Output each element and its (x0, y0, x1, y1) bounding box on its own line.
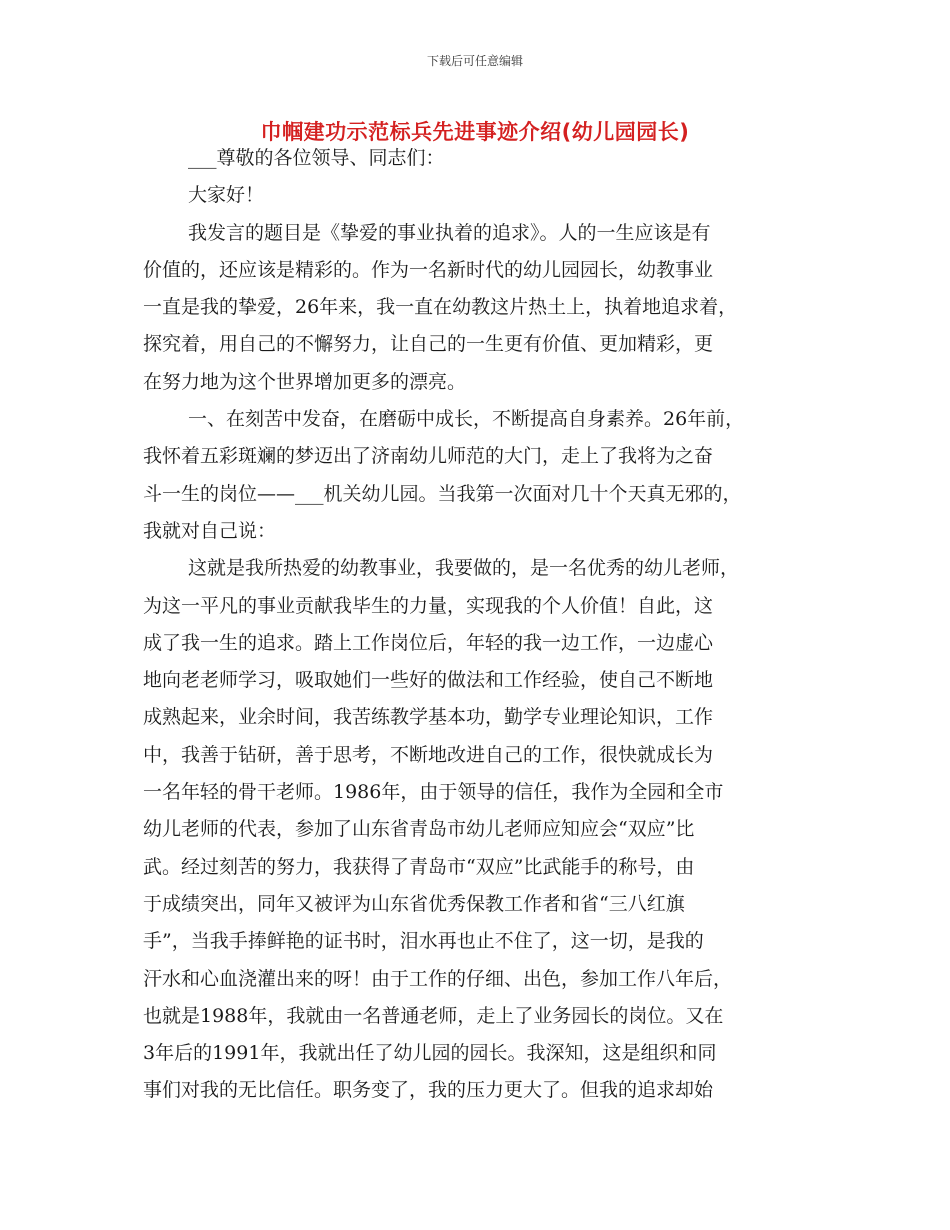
paragraph-line: 武。经过刻苦的努力，我获得了青岛市“双应”比武能手的称号，由 (143, 855, 695, 878)
paragraph-line: 中，我善于钻研，善于思考，不断地改进自己的工作，很快就成长为 (143, 743, 714, 766)
greeting-line: 大家好！ (188, 184, 265, 207)
paragraph-line: 一、在刻苦中发奋，在磨砺中成长，不断提高自身素养。26年前， (188, 408, 745, 431)
paragraph-line: 一直是我的挚爱，26年来，我一直在幼教这片热土上，执着地追求着， (143, 296, 738, 319)
paragraph-line: 汗水和心血浇灌出来的呀！由于工作的仔细、出色，参加工作八年后， (143, 967, 733, 990)
paragraph-line: 地向老老师学习，吸取她们一些好的做法和工作经验，使自己不断地 (143, 669, 714, 692)
paragraph-line: 在努力地为这个世界增加更多的漂亮。 (143, 370, 467, 393)
paragraph-line: 价值的，还应该是精彩的。作为一名新时代的幼儿园园长，幼教事业 (143, 258, 714, 281)
paragraph-line: 手”，当我手捧鲜艳的证书时，泪水再也止不住了，这一切，是我的 (143, 930, 704, 953)
salutation-line: ___尊敬的各位领导、同志们： (188, 147, 445, 169)
paragraph-line: 幼儿老师的代表，参加了山东省青岛市幼儿老师应知应会“双应”比 (143, 818, 695, 841)
paragraph-line: 我发言的题目是《挚爱的事业执着的追求》。人的一生应该是有 (188, 221, 711, 244)
paragraph-line: 我怀着五彩斑斓的梦迈出了济南幼儿师范的大门，走上了我将为之奋 (143, 445, 714, 468)
paragraph-line: 探究着，用自己的不懈努力，让自己的一生更有价值、更加精彩，更 (143, 333, 714, 356)
paragraph-line: 3年后的1991年，我就出任了幼儿园的园长。我深知，这是组织和同 (143, 1042, 717, 1065)
document-title: 巾帼建功示范标兵先进事迹介绍(幼儿园园长) (260, 120, 690, 144)
document-body (143, 140, 823, 1110)
paragraph-line: 也就是1988年，我就由一名普通老师，走上了业务园长的岗位。又在 (143, 1004, 724, 1027)
paragraph-line: 为这一平凡的事业贡献我毕生的力量，实现我的个人价值！自此，这 (143, 594, 714, 617)
paragraph-line: 成了我一生的追求。踏上工作岗位后，年轻的我一边工作，一边虚心 (143, 631, 714, 654)
paragraph-line: 这就是我所热爱的幼教事业，我要做的，是一名优秀的幼儿老师， (188, 557, 740, 580)
paragraph-line: 成熟起来，业余时间，我苦练教学基本功，勤学专业理论知识，工作 (143, 706, 714, 729)
page-header: 下载后可任意编辑 (426, 54, 523, 68)
paragraph-line: 斗一生的岗位——___机关幼儿园。当我第一次面对几十个天真无邪的， (143, 482, 742, 505)
paragraph-line: 于成绩突出，同年又被评为山东省优秀保教工作者和省“三八红旗 (143, 892, 685, 915)
paragraph-line: 我就对自己说： (143, 519, 277, 542)
paragraph-line: 事们对我的无比信任。职务变了，我的压力更大了。但我的追求却始 (143, 1079, 714, 1102)
paragraph-line: 一名年轻的骨干老师。1986年，由于领导的信任，我作为全园和全市 (143, 781, 724, 804)
